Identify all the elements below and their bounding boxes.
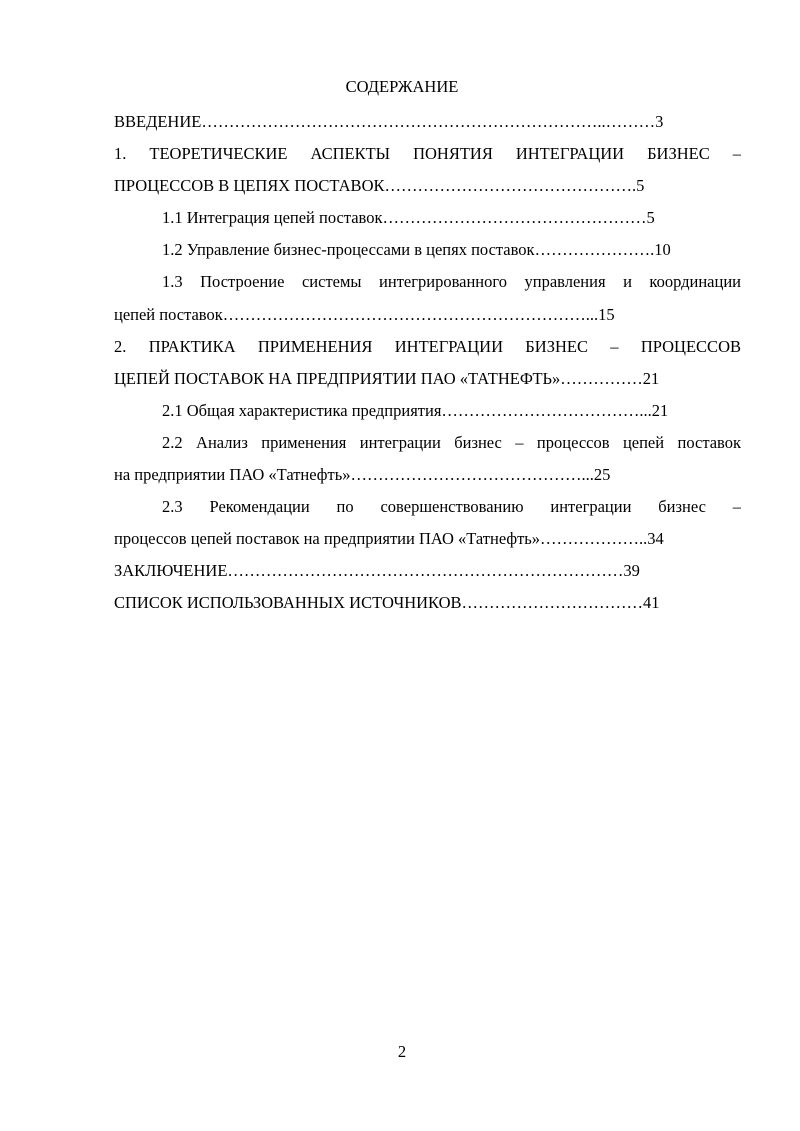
toc-line: ПРОЦЕССОВ В ЦЕПЯХ ПОСТАВОК……………………………………….5 — [114, 176, 645, 196]
toc-line: СПИСОК ИСПОЛЬЗОВАННЫХ ИСТОЧНИКОВ……………………………41 — [114, 593, 660, 613]
toc-line: ВВЕДЕНИЕ………………………………………………………………..………3 — [114, 112, 664, 131]
table-of-contents — [114, 106, 741, 620]
toc-line: 1.1 Интеграция цепей поставок…………………………………………5 — [162, 208, 655, 228]
toc-line: процессов цепей поставок на предприятии ПАО «Татнефть»………………..34 — [114, 529, 664, 549]
toc-line: 1.2 Управление бизнес-процессами в цепях поставок………………….10 — [162, 240, 671, 260]
toc-line: 2. ПРАКТИКА ПРИМЕНЕНИЯ ИНТЕГРАЦИИ БИЗНЕС – ПРОЦЕССОВ — [114, 336, 741, 356]
toc-line: 2.1 Общая характеристика предприятия………………………………...21 — [162, 400, 669, 420]
page-number: 2 — [397, 1042, 407, 1061]
toc-title: СОДЕРЖАНИЕ — [345, 77, 459, 96]
toc-line: цепей поставок…………………………………………………………...15 — [114, 304, 615, 324]
toc-line: 1.3 Построение системы интегрированного управления и координации — [162, 272, 741, 292]
toc-line: ЗАКЛЮЧЕНИЕ………………………………………………………………39 — [114, 561, 640, 581]
toc-line: 2.3 Рекомендации по совершенствованию интеграции бизнес – — [162, 497, 741, 517]
toc-line: 2.2 Анализ применения интеграции бизнес – процессов цепей поставок — [162, 432, 741, 452]
toc-line: ЦЕПЕЙ ПОСТАВОК НА ПРЕДПРИЯТИИ ПАО «ТАТНЕФТЬ»……………21 — [114, 368, 660, 388]
toc-line: 1. ТЕОРЕТИЧЕСКИЕ АСПЕКТЫ ПОНЯТИЯ ИНТЕГРАЦИИ БИЗНЕС – — [114, 144, 741, 164]
toc-line: на предприятии ПАО «Татнефть»……………………………………...25 — [114, 465, 611, 485]
